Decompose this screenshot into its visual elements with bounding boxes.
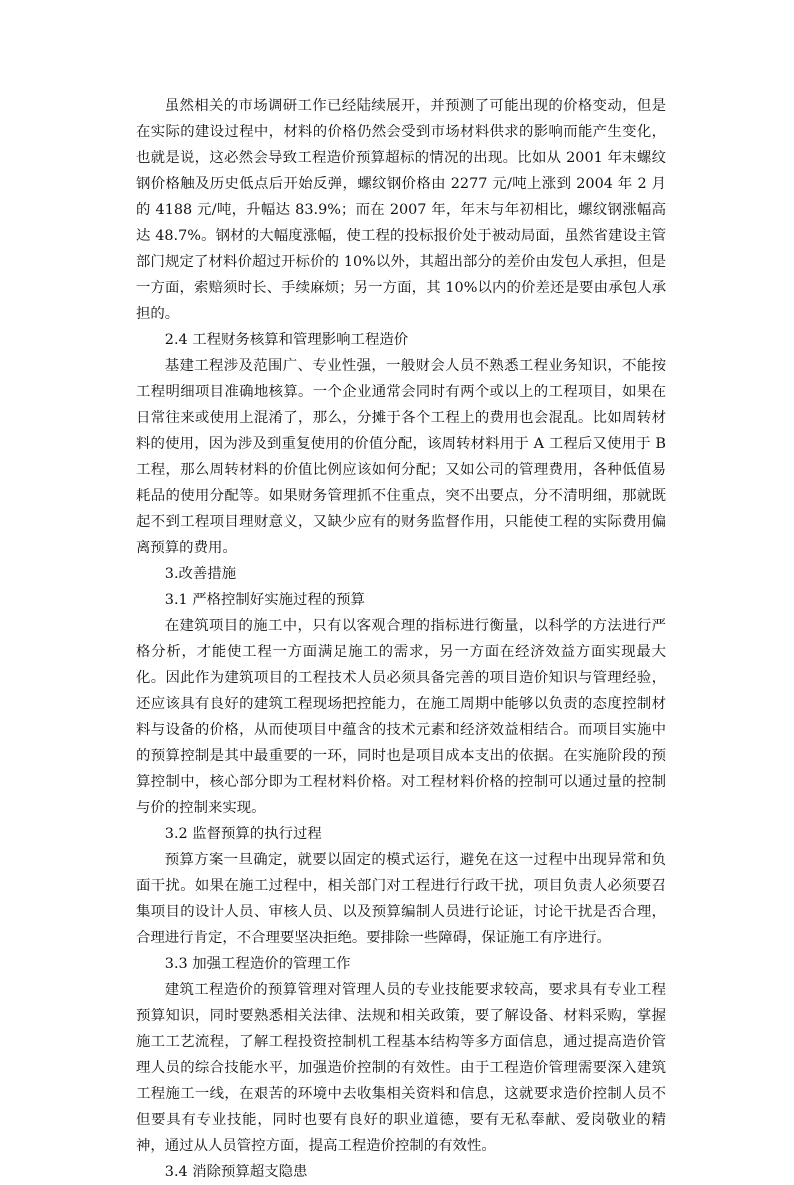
paragraph-budget-supervision: 预算方案一旦确定，就要以固定的模式运行，避免在这一过程中出现异常和负面干扰。如果在施工过程中，相关部门对工程进行行政干扰，项目负责人必须要召集项目的设计人员、审核人员、以及预算编制人员进行论证，讨论干扰是否合理，合理进行肯定，不合理要坚决拒绝。要排除一些障碍，保证施工有序进行。: [136, 852, 666, 946]
heading-3-3: 3.3 加强工程造价的管理工作: [164, 956, 351, 972]
document-body: [136, 93, 666, 1185]
paragraph-budget-control: 在建筑项目的施工中，只有以客观合理的指标进行衡量，以科学的方法进行严格分析，才能使工程一方面满足施工的需求，另一方面在经济效益方面实现最大化。因此作为建筑项目的工程技术人员必须具备完善的项目造价知识与管理经验，还应该具有良好的建筑工程现场把控能力，在施工周期中能够以负责的态度控制材料与设备的价格，从而使项目中蕴含的技术元素和经济效益相结合。而项目实施中的预算控制是其中最重要的一环，同时也是项目成本支出的依据。在实施阶段的预算控制中，核心部分即为工程材料价格。对工程材料价格的控制可以通过量的控制与价的控制来实现。: [136, 618, 666, 816]
heading-3-1: 3.1 严格控制好实施过程的预算: [164, 592, 365, 608]
heading-2-4: 2.4 工程财务核算和管理影响工程造价: [164, 332, 409, 348]
heading-3-4: 3.4 消除预算超支隐患: [164, 1164, 308, 1180]
paragraph-financial-accounting: 基建工程涉及范围广、专业性强，一般财会人员不熟悉工程业务知识，不能按工程明细项目准确地核算。一个企业通常会同时有两个或以上的工程项目，如果在日常往来或使用上混淆了，那么，分摊于各个工程上的费用也会混乱。比如周转材料的使用，因为涉及到重复使用的价值分配，该周转材料用于 A 工程后又使用于 B 工程，那么周转材料的价值比例应该如何分配；又如公司的管理费用，各种低值易耗品的使用分配等。如果财务管理抓不住重点，突不出要点，分不清明细，那就既起不到工程项目理财意义，又缺少应有的财务监督作用，只能使工程的实际费用偏离预算的费用。: [136, 358, 666, 556]
heading-3-2: 3.2 监督预算的执行过程: [164, 826, 322, 842]
paragraph-price-fluctuation: 虽然相关的市场调研工作已经陆续展开，并预测了可能出现的价格变动，但是在实际的建设过程中，材料的价格仍然会受到市场材料供求的影响而能产生变化，也就是说，这必然会导致工程造价预算超标的情况的出现。比如从 2001 年末螺纹钢价格触及历史低点后开始反弹，螺纹钢价格由 2277 元/吨上涨到 2004 年 2 月的 4188 元/吨，升幅达 83.9%；而在 2007 年，年末与年初相比，螺纹钢涨幅高达 48.7%。钢材的大幅度涨幅，使工程的投标报价处于被动局面，虽然省建设主管部门规定了材料价超过开标价的 10%以外，其超出部分的差价由发包人承担，但是一方面，索赔须时长、手续麻烦；另一方面，其 10%以内的价差还是要由承包人承担的。: [136, 98, 666, 322]
heading-3: 3.改善措施: [164, 566, 237, 582]
paragraph-cost-management: 建筑工程造价的预算管理对管理人员的专业技能要求较高，要求具有专业工程预算知识，同时要熟悉相关法律、法规和相关政策，要了解设备、材料采购，掌握施工工艺流程，了解工程投资控制机工程基本结构等多方面信息，通过提高造价管理人员的综合技能水平，加强造价控制的有效性。由于工程造价管理需要深入建筑工程施工一线，在艰苦的环境中去收集相关资料和信息，这就要求造价控制人员不但要具有专业技能，同时也要有良好的职业道德，要有无私奉献、爱岗敬业的精神，通过从人员管控方面，提高工程造价控制的有效性。: [136, 982, 666, 1154]
